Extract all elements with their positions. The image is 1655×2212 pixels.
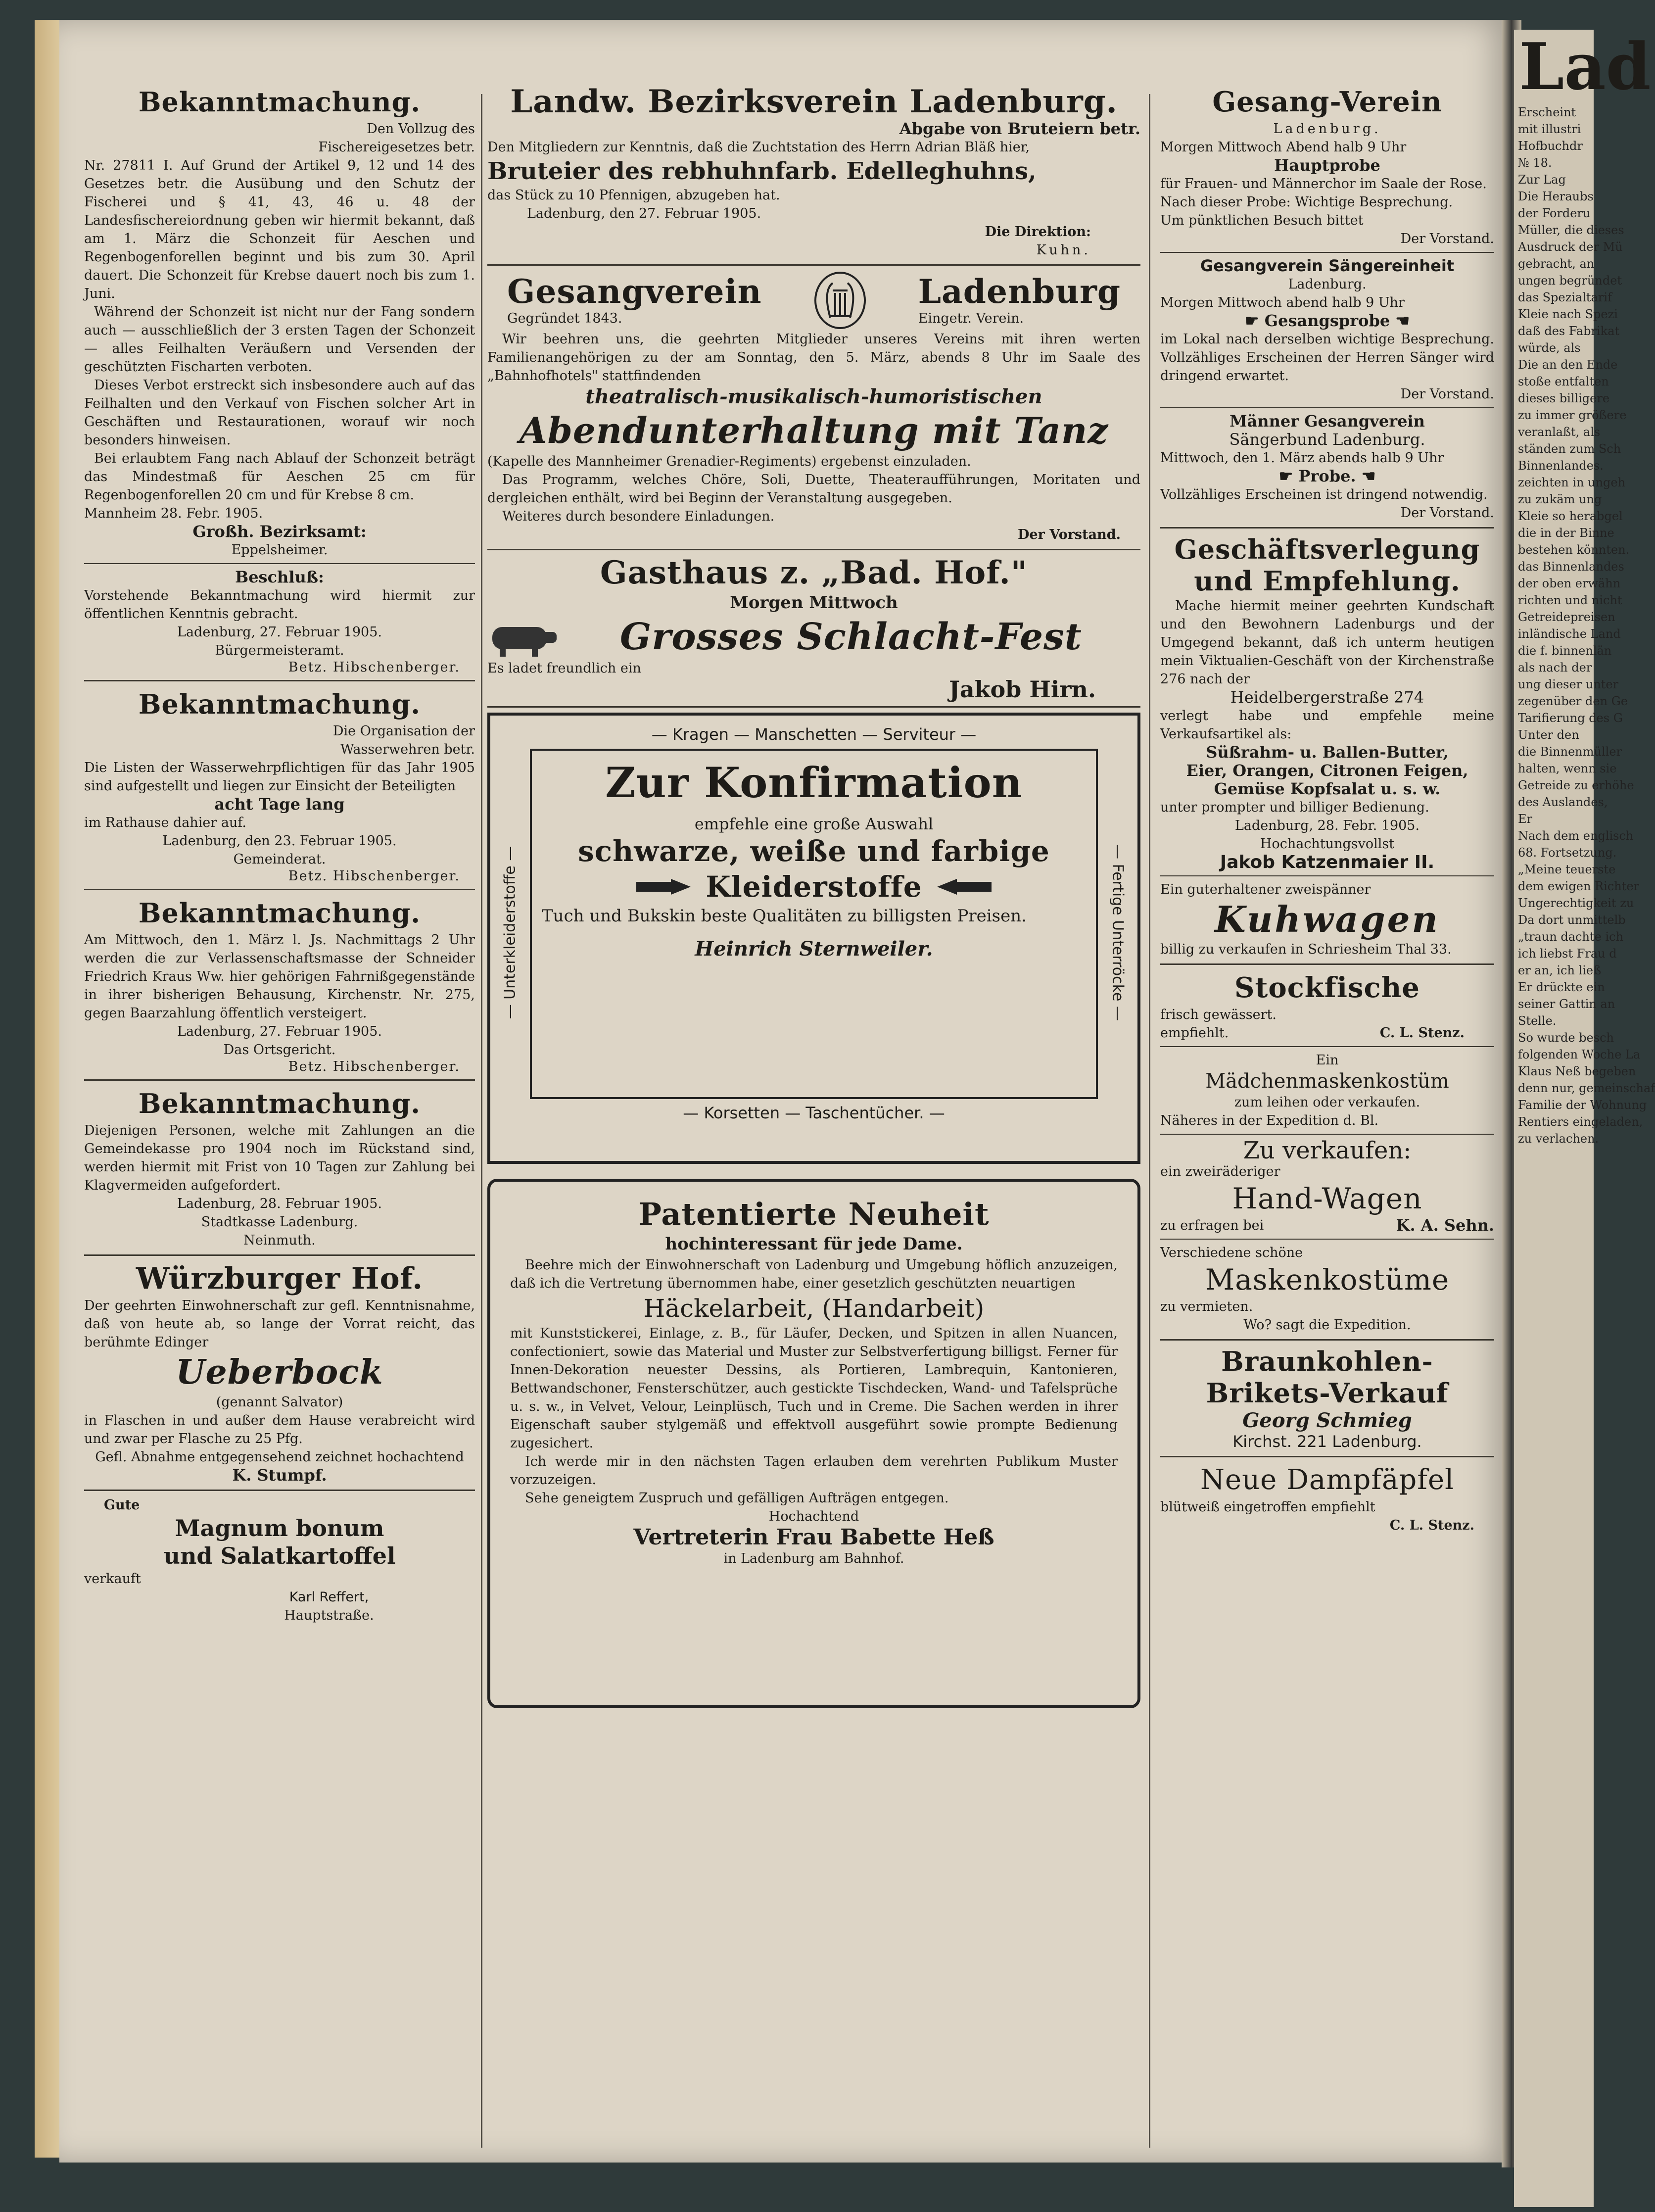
ad-title: Gasthaus z. „Bad. Hof." xyxy=(600,554,1028,591)
ad-handwagen xyxy=(1160,1139,1494,1235)
ad-goods: Süßrahm- u. Ballen-Butter, xyxy=(1206,743,1449,762)
notice-title: Bekanntmachung. xyxy=(138,1088,421,1119)
next-page-line: Unter den xyxy=(1518,728,1579,742)
ad-body: frisch gewässert. xyxy=(1160,1007,1277,1022)
ad-line: Verschiedene schöne xyxy=(1160,1245,1303,1260)
pig-icon xyxy=(487,615,562,659)
notice-office: Stadtkasse Ladenburg. xyxy=(201,1214,358,1230)
notice-title: Beschluß: xyxy=(235,568,324,586)
next-page-line: zu immer größere xyxy=(1518,408,1627,422)
ad-title: Maskenkostüme xyxy=(1205,1263,1450,1297)
ad-emphasis-text: Gesangsprobe xyxy=(1264,311,1390,330)
ad-item: Bruteier des rebhuhnfarb. Edelleghuhns, xyxy=(487,157,1037,185)
column-c xyxy=(1160,84,1494,1535)
ad-line: für Frauen- und Männerchor im Saale der Rose. xyxy=(1160,176,1487,192)
next-page-line: seiner Gattin an xyxy=(1518,997,1615,1011)
column-b xyxy=(487,84,1140,1708)
notice-body: Die Listen der Wasserwehrpflichtigen für das Jahr 1905 sind aufgestellt und liegen zur Einsicht der Beteiligten xyxy=(84,760,475,794)
divider xyxy=(1160,1134,1494,1135)
divider xyxy=(84,563,475,564)
ad-wuerzburger-hof xyxy=(84,1261,475,1485)
masthead-title-fragment: Lad xyxy=(1519,29,1651,104)
ad-body: in Flaschen in und außer dem Hause verabreicht wird und zwar per Flasche zu 25 Pfg. xyxy=(84,1413,475,1446)
notice-signature: Betz. Hibschenberger. xyxy=(288,660,460,675)
next-page-line: stoße entfalten xyxy=(1518,375,1609,388)
ad-kuhwagen xyxy=(1160,880,1494,959)
ad-body: mit Kunststickerei, Einlage, z. B., für Läufer, Decken, und Spitzen in allen Nuancen, confectioniert, sowie das Material und Muster zur Selbstverfertigung billigst. Ferner für Innen-Dekoration neuester Dessins, als Portieren, Lambrequin, Kantonieren, Bettwandschoner, Fensterschützer, auch gestickte Tischdecken, Wand- und Tafelsprüche u. s. w., in Velvet, Velour, Leinplüsch, Tuch und in Creme. Die Sachen werden in ihrer Eigenschaft sauber stylgemäß und effektvoll ausgeführt sowie prompte Bedienung zugesichert. xyxy=(510,1326,1118,1451)
ad-title: Gesangverein Sängereinheit xyxy=(1200,256,1455,275)
ad-intro: Ein guterhaltener zweispänner xyxy=(1160,882,1371,897)
ad-line: Morgen Mittwoch Abend halb 9 Uhr xyxy=(1160,140,1407,155)
ad-dampfaepfel xyxy=(1160,1462,1494,1535)
ad-item: Hand-Wagen xyxy=(1232,1182,1422,1215)
notice-body: Dieses Verbot erstreckt sich insbesondere auch auf das Feilhalten und den Verkauf von Fischen solcher Art in Geschäften und Restaurationen, worauf wir noch besonders hinweisen. xyxy=(84,378,475,448)
ad-signature: Kuhn. xyxy=(1036,242,1091,258)
next-page-line: Er xyxy=(1518,812,1532,826)
ad-body: Weiteres durch besondere Einladungen. xyxy=(502,509,775,524)
next-page-line: der Forderu xyxy=(1518,206,1591,220)
next-page-line: So wurde besch xyxy=(1518,1031,1614,1045)
next-page-line: Da dort unmittelb xyxy=(1518,913,1626,927)
ad-line: Gute xyxy=(104,1497,140,1513)
next-page-line: denn nur, gemeinschaf xyxy=(1518,1081,1655,1095)
ad-signature: C. L. Stenz. xyxy=(1379,1025,1465,1041)
ad-address: in Ladenburg am Bahnhof. xyxy=(723,1551,904,1566)
ad-line: Um pünktlichen Besuch bittet xyxy=(1160,213,1364,228)
next-page-line: zegenüber den Ge xyxy=(1518,694,1628,708)
next-page-line: Stelle. xyxy=(1518,1014,1557,1028)
ad-body: Der geehrten Einwohnerschaft zur gefl. Kenntnisnahme, daß von heute ab, so lange der Vorrat reicht, das berühmte Edinger xyxy=(84,1298,475,1350)
ad-line: Vollzähliges Erscheinen ist dringend notwendig. xyxy=(1160,487,1488,502)
next-page-edge xyxy=(1514,29,1655,2207)
next-page-line: Ausdruck der Mü xyxy=(1518,240,1623,254)
ad-subtitle: hochinteressant für jede Dame. xyxy=(665,1234,963,1254)
notice-date: Ladenburg, den 23. Februar 1905. xyxy=(162,833,397,849)
next-page-line: bestehen könnten. xyxy=(1518,543,1630,557)
ad-signature: Heinrich Sternweiler. xyxy=(695,937,933,961)
ad-signature: Vertreterin Frau Babette Heß xyxy=(633,1525,994,1550)
ad-body: zu erfragen bei xyxy=(1160,1218,1264,1233)
next-page-line: ich liebst Frau d xyxy=(1518,947,1617,961)
ad-body: empfiehlt. xyxy=(1160,1025,1229,1041)
ad-event-kind: theatralisch-musikalisch-humoristischen xyxy=(585,385,1042,408)
notice-decision xyxy=(84,568,475,675)
ad-gesangverein-ladenburg xyxy=(487,271,1140,544)
notice-office: Das Ortsgericht. xyxy=(223,1042,336,1058)
ad-registration: Eingetr. Verein. xyxy=(918,310,1024,326)
ad-line: Morgen Mittwoch abend halb 9 Uhr xyxy=(1160,295,1405,310)
ad-body: Das Programm, welches Chöre, Soli, Duette, Theateraufführungen, Moritaten und dergleichen enthält, wird bei Beginn der Veranstaltung ausgegeben. xyxy=(487,472,1140,506)
ad-title: Braunkohlen- xyxy=(1221,1346,1433,1377)
divider xyxy=(84,1490,475,1491)
ad-maskenkostueme xyxy=(1160,1244,1494,1334)
next-page-line: Erscheint xyxy=(1518,105,1576,119)
ad-name: Georg Schmieg xyxy=(1242,1409,1412,1432)
ad-bad-hof xyxy=(487,555,1140,701)
ad-body: das Stück zu 10 Pfennigen, abzugeben hat. xyxy=(487,188,780,203)
ad-title: Landw. Bezirksverein Ladenburg. xyxy=(510,83,1118,120)
divider xyxy=(487,706,1140,708)
ad-emphasis: Hauptprobe xyxy=(1274,156,1380,175)
pointing-hand-icon: ☛ xyxy=(1244,311,1265,330)
ad-saengerbund xyxy=(1160,412,1494,522)
next-page-line: Kleie nach Spezi xyxy=(1518,307,1618,321)
notice-body: Während der Schonzeit ist nicht nur der Fang sondern auch — ausschließlich der 3 ersten Tagen der Schonzeit — alles Feilhalten Veräußern und Versenden der geschützten Fischarten verboten. xyxy=(84,304,475,375)
ad-patentierte-neuheit xyxy=(487,1179,1140,1708)
ad-emphasis xyxy=(1160,312,1494,330)
next-page-line: Getreidepreisen xyxy=(1518,610,1615,624)
notice-signature: Neinmuth. xyxy=(243,1233,316,1248)
next-page-line: die in der Binne xyxy=(1518,526,1614,540)
next-page-line: gebracht, an xyxy=(1518,257,1595,271)
ad-line: im Lokal nach derselben wichtige Besprechung. Vollzähliges Erscheinen der Herren Sänger wird dringend erwartet. xyxy=(1160,332,1494,384)
ad-title-left: Gesangverein xyxy=(507,272,762,311)
notice-emphasis: acht Tage lang xyxy=(214,795,345,814)
next-page-line: zeichten in ungeh xyxy=(1518,476,1626,489)
notice-taxes xyxy=(84,1086,475,1250)
ad-event: Abendunterhaltung mit Tanz xyxy=(519,409,1109,451)
ad-closing: Hochachtungsvollst xyxy=(1260,836,1395,852)
next-page-text xyxy=(1514,104,1655,1147)
next-page-line: ständen zum Sch xyxy=(1518,442,1621,456)
next-page-line: ung dieser unter xyxy=(1518,677,1619,691)
notice-title: Bekanntmachung. xyxy=(138,86,421,118)
ad-konfirmation xyxy=(487,713,1140,1164)
ad-title: Brikets-Verkauf xyxy=(1206,1377,1449,1409)
next-page-line: Binnenlandes. xyxy=(1518,459,1604,473)
notice-body: Bei erlaubtem Fang nach Ablauf der Schonzeit beträgt das Mindestmaß für Aeschen 25 cm für Regenbogenforellen 20 cm und für Krebse 8 cm. xyxy=(84,451,475,503)
lyre-emblem-icon xyxy=(813,271,867,330)
next-page-line: 68. Fortsetzung. xyxy=(1518,846,1617,860)
next-page-line: des Auslandes, xyxy=(1518,795,1608,809)
column-rule xyxy=(481,94,482,2148)
ad-body: Sehe geneigtem Zuspruch und gefälligen Aufträgen entgegen. xyxy=(525,1491,949,1506)
ad-stockfische xyxy=(1160,970,1494,1042)
ad-invite: Es ladet freundlich ein xyxy=(487,661,641,676)
ad-right-items: — Fertige Unterröcke — xyxy=(1109,844,1127,1021)
divider xyxy=(1160,527,1494,529)
next-page-line: Tarifierung des G xyxy=(1518,711,1623,725)
ad-body: unter prompter und billiger Bedienung. xyxy=(1160,800,1429,815)
ad-line: schwarze, weiße und farbige xyxy=(578,834,1050,868)
next-page-line: Die Heraubs xyxy=(1518,190,1594,203)
divider xyxy=(1160,875,1494,876)
next-page-line: dieses billigere xyxy=(1518,391,1610,405)
notice-office: Großh. Bezirksamt: xyxy=(192,522,367,541)
next-page-line: das Spezialtarif xyxy=(1518,290,1612,304)
notice-office: Gemeinderat. xyxy=(233,852,326,867)
next-page-line: „traun dachte ich xyxy=(1518,930,1624,944)
ad-signature: Der Vorstand. xyxy=(1400,505,1494,521)
pointing-hand-right-icon xyxy=(636,878,696,896)
divider xyxy=(487,549,1140,550)
ad-founded: Gegründet 1843. xyxy=(507,310,622,326)
ad-line: empfehle eine große Auswahl xyxy=(694,815,934,833)
ad-line: Kleiderstoffe xyxy=(706,870,922,904)
ad-body: Mache hiermit meiner geehrten Kundschaft und den Bewohnern Ladenburgs und der Umgegend bekannt, daß ich unterm heutigen mein Viktualien-Geschäft von der Kirchenstraße 276 nach der xyxy=(1160,598,1494,687)
pointing-hand-icon: ☚ xyxy=(1356,467,1376,485)
divider xyxy=(84,680,475,681)
notice-subject: Die Organisation der Wasserwehren betr. xyxy=(332,723,475,757)
ad-title: und Salatkartoffel xyxy=(163,1542,396,1569)
ad-title: Zur Konfirmation xyxy=(605,758,1023,807)
ad-gesang-verein xyxy=(1160,84,1494,248)
ad-date: Ladenburg, 28. Febr. 1905. xyxy=(1234,818,1420,833)
next-page-line: Klaus Neß begeben xyxy=(1518,1064,1636,1078)
ad-body: blütweiß eingetroffen empfiehlt xyxy=(1160,1499,1375,1515)
ad-body: verlegt habe und empfehle meine Verkaufsartikel als: xyxy=(1160,708,1494,742)
ad-inner-frame xyxy=(530,749,1098,1099)
ad-goods: Eier, Orangen, Citronen Feigen, Gemüse Kopfsalat u. s. w. xyxy=(1186,761,1468,798)
ad-place: Ladenburg. xyxy=(1288,277,1367,292)
ad-top-items: — Kragen — Manschetten — Serviteur — xyxy=(651,725,977,744)
ad-signature: C. L. Stenz. xyxy=(1389,1518,1474,1533)
pointing-hand-left-icon xyxy=(932,878,992,896)
ad-body: (Kapelle des Mannheimer Grenadier-Regiments) ergebenst einzuladen. xyxy=(487,454,971,469)
ad-body: zu vermieten. xyxy=(1160,1299,1253,1314)
ad-line: Ein xyxy=(1316,1053,1339,1068)
ad-signature: Der Vorstand. xyxy=(1400,386,1494,402)
ad-body: zum leihen oder verkaufen. xyxy=(1234,1095,1420,1110)
ad-signature: Jakob Katzenmaier II. xyxy=(1220,852,1435,872)
ad-date: Ladenburg, den 27. Februar 1905. xyxy=(527,206,761,221)
ad-katzenmaier xyxy=(1160,533,1494,871)
ad-body: Den Mitgliedern zur Kenntnis, daß die Zuchtstation des Herrn Adrian Bläß hier, xyxy=(487,140,1030,155)
pointing-hand-icon: ☚ xyxy=(1390,311,1410,330)
next-page-line: Hofbuchdr xyxy=(1518,139,1583,153)
ad-title: Neue Dampfäpfel xyxy=(1200,1464,1455,1496)
next-page-line: der oben erwähn xyxy=(1518,577,1621,590)
ad-body: Gefl. Abnahme entgegensehend zeichnet hochachtend xyxy=(95,1449,464,1465)
ad-bezirksverein xyxy=(487,84,1140,259)
ad-line: Nach dieser Probe: Wichtige Besprechung. xyxy=(1160,194,1453,210)
ad-title: Würzburger Hof. xyxy=(136,1261,424,1296)
ad-line: verkauft xyxy=(84,1571,141,1587)
next-page-line: ungen begründet xyxy=(1518,274,1622,288)
ad-potatoes xyxy=(84,1496,475,1625)
divider xyxy=(1160,407,1494,408)
ad-signature: Jakob Hirn. xyxy=(949,676,1096,703)
pointing-hand-icon: ☛ xyxy=(1278,467,1299,485)
ad-title: Männer Gesangverein xyxy=(1229,412,1425,431)
next-page-line: halten, wenn sie xyxy=(1518,762,1617,775)
next-page-line: Zur Lag xyxy=(1518,173,1566,187)
notice-officer: Eppelsheimer. xyxy=(231,542,328,558)
ad-title: Zu verkaufen: xyxy=(1243,1137,1412,1164)
ad-note: (genannt Salvator) xyxy=(216,1395,343,1410)
notice-office: Bürgermeisteramt. xyxy=(215,643,344,658)
ad-title-right: Ladenburg xyxy=(918,272,1121,311)
notice-body: Diejenigen Personen, welche mit Zahlungen an die Gemeindekasse pro 1904 noch im Rückstand sind, werden hiermit mit Frist von 10 Tagen zur Zahlung bei Klagvermeiden aufgefordert. xyxy=(84,1123,475,1193)
next-page-line: Er drückte ein xyxy=(1518,980,1605,994)
ad-body: Wir beehren uns, die geehrten Mitglieder unseres Vereins mit ihren werten Familienangehörigen zu der am Sonntag, den 5. März, abends 8 Uhr im Saale des „Bahnhofhotels" stattfindenden xyxy=(487,332,1140,384)
ad-signature: K. A. Sehn. xyxy=(1396,1216,1494,1235)
divider xyxy=(1160,1046,1494,1047)
ad-title: Kuhwagen xyxy=(1215,898,1440,940)
ad-address: Heidelbergerstraße 274 xyxy=(1230,688,1424,707)
ad-body: Ich werde mir in den nächsten Tagen erlauben dem verehrten Publikum Muster vorzuzeigen. xyxy=(510,1454,1118,1488)
ad-line: Mittwoch, den 1. März abends halb 9 Uhr xyxy=(1160,450,1444,466)
ad-braunkohlen xyxy=(1160,1346,1494,1451)
next-page-line: Getreide zu erhöhe xyxy=(1518,778,1634,792)
divider xyxy=(487,264,1140,266)
ad-address: Hauptstraße. xyxy=(284,1608,374,1623)
ad-signature: Der Vorstand. xyxy=(1018,527,1121,542)
next-page-line: die f. binnenlän xyxy=(1518,644,1612,658)
ad-office: Die Direktion: xyxy=(985,224,1091,240)
ad-title: und Empfehlung. xyxy=(1194,565,1461,597)
next-page-line: daß des Fabrikat xyxy=(1518,324,1620,338)
notice-signature: Betz. Hibschenberger. xyxy=(288,868,460,884)
notice-subject: Den Vollzug des Fischereigesetzes betr. xyxy=(318,121,475,155)
notice-fishery xyxy=(84,84,475,559)
next-page-line: das Binnenlandes xyxy=(1518,560,1624,574)
next-page-line: die Binnenmüller xyxy=(1518,745,1622,759)
divider xyxy=(84,1079,475,1081)
notice-place: Mannheim 28. Febr. 1905. xyxy=(84,506,263,521)
notice-body: Am Mittwoch, den 1. März l. Js. Nachmittags 2 Uhr werden die zur Verlassenschaftsmasse der Schneider Friedrich Kraus Ww. hier gehörigen Fahrnißgegenstände in ihrer bisherigen Behausung, Kirchenstr. Nr. 275, gegen Baarzahlung öffentlich versteigert. xyxy=(84,932,475,1021)
next-page-line: dem ewigen Richter xyxy=(1518,879,1639,893)
notice-title: Bekanntmachung. xyxy=(138,897,421,929)
next-page-line: № 18. xyxy=(1518,156,1552,170)
ad-title: Geschäftsverlegung xyxy=(1174,533,1480,565)
next-page-line: zu verlachen. xyxy=(1518,1132,1599,1146)
ad-place: Ladenburg. xyxy=(1273,121,1381,137)
divider xyxy=(1160,252,1494,253)
ad-bottom-items: — Korsetten — Taschentücher. — xyxy=(683,1104,945,1122)
column-a xyxy=(84,84,475,1625)
ad-title: Patentierte Neuheit xyxy=(638,1196,990,1232)
ad-closing: Hochachtend xyxy=(768,1509,859,1524)
next-page-line: er an, ich ließ xyxy=(1518,963,1602,977)
notice-auction xyxy=(84,895,475,1074)
ad-line: ein zweiräderiger xyxy=(1160,1164,1280,1179)
next-page-line: Rentiers eingeladen, xyxy=(1518,1115,1643,1129)
column-rule xyxy=(1149,94,1150,2148)
next-page-line: würde, als xyxy=(1518,341,1581,355)
next-page-line: Ungerechtigkeit zu xyxy=(1518,896,1634,910)
ad-subtitle: Sängerbund Ladenburg. xyxy=(1229,430,1425,449)
divider xyxy=(1160,963,1494,965)
notice-date: Ladenburg, 27. Februar 1905. xyxy=(177,1024,382,1039)
notice-signature: Betz. Hibschenberger. xyxy=(288,1059,460,1074)
next-page-line: Müller, die dieses xyxy=(1518,223,1624,237)
ad-left-items: — Unterkleiderstoffe — xyxy=(501,846,519,1019)
ad-item: Häckelarbeit, (Handarbeit) xyxy=(643,1294,985,1323)
next-page-line: folgenden Woche La xyxy=(1518,1048,1641,1061)
ad-signature: Der Vorstand. xyxy=(1400,231,1494,246)
next-page-line: Familie der Wohnung xyxy=(1518,1098,1647,1112)
next-page-line: Die an den Ende xyxy=(1518,358,1618,372)
next-page-line: mit illustri xyxy=(1518,122,1581,136)
ad-line: Tuch und Bukskin beste Qualitäten zu billigsten Preisen. xyxy=(542,906,1027,926)
next-page-line: inländische Land xyxy=(1518,627,1621,641)
ad-body: Wo? sagt die Expedition. xyxy=(1243,1317,1411,1333)
notice-title: Bekanntmachung. xyxy=(138,688,421,720)
divider xyxy=(84,889,475,890)
ad-title: Gesang-Verein xyxy=(1212,86,1442,118)
next-page-line: als nach der xyxy=(1518,661,1592,674)
divider xyxy=(1160,1456,1494,1457)
next-page-line: zu zukäm ung xyxy=(1518,492,1602,506)
ad-body: Beehre mich der Einwohnerschaft von Ladenburg und Umgebung höflich anzuzeigen, daß ich die Vertretung übernommen habe, einer gesetzlich geschützten neuartigen xyxy=(510,1257,1118,1291)
divider xyxy=(84,1254,475,1256)
notice-date: Ladenburg, 28. Februar 1905. xyxy=(177,1196,382,1211)
ad-event: Grosses Schlacht-Fest xyxy=(620,616,1082,658)
next-page-line: „Meine teuerste xyxy=(1518,863,1616,876)
ad-body: Näheres in der Expedition d. Bl. xyxy=(1160,1113,1379,1128)
divider xyxy=(1160,1339,1494,1341)
notice-body: Nr. 27811 I. Auf Grund der Artikel 9, 12 und 14 des Gesetzes betr. die Ausübung und den Schutz der Fischerei und § 41, 43, 46 u. 48 der Landesfischereiordnung geben wir hiermit bekannt, daß am 1. März die Schonzeit für Aeschen und Regenbogenforellen beginnt und bis zum 30. April dauert. Die Schonzeit für Krebse dauert noch bis zum 1. Juni. xyxy=(84,158,475,301)
ad-signature: K. Stumpf. xyxy=(232,1466,327,1485)
ad-saengereinheit xyxy=(1160,257,1494,403)
ad-subtitle: Morgen Mittwoch xyxy=(730,593,898,613)
ad-signature: Karl Reffert, xyxy=(289,1589,369,1605)
ad-subject: Abgabe von Bruteiern betr. xyxy=(899,119,1140,138)
notice-body: Vorstehende Bekanntmachung wird hiermit zur öffentlichen Kenntnis gebracht. xyxy=(84,588,475,622)
notice-waterwatch xyxy=(84,686,475,884)
ad-title: Stockfische xyxy=(1234,971,1420,1004)
notice-date: Ladenburg, 27. Februar 1905. xyxy=(177,625,382,640)
ad-address: Kirchst. 221 Ladenburg. xyxy=(1232,1432,1422,1451)
ad-maskenkostuem xyxy=(1160,1051,1494,1130)
next-page-line: Kleie so herabgel xyxy=(1518,509,1623,523)
ad-title: Mädchenmaskenkostüm xyxy=(1205,1070,1449,1093)
ad-emphasis-text: Probe. xyxy=(1298,467,1356,485)
ad-body: billig zu verkaufen in Schriesheim Thal 33. xyxy=(1160,942,1452,957)
next-page-line: Nach dem englisch xyxy=(1518,829,1634,843)
next-page-line: veranlaßt, als xyxy=(1518,425,1601,439)
notice-body: im Rathause dahier auf. xyxy=(84,815,246,830)
divider xyxy=(1160,1239,1494,1240)
ad-emphasis xyxy=(1160,467,1494,485)
ad-product: Ueberbock xyxy=(176,1352,383,1392)
ad-title: Magnum bonum xyxy=(175,1515,384,1541)
next-page-line: richten und nicht xyxy=(1518,593,1622,607)
